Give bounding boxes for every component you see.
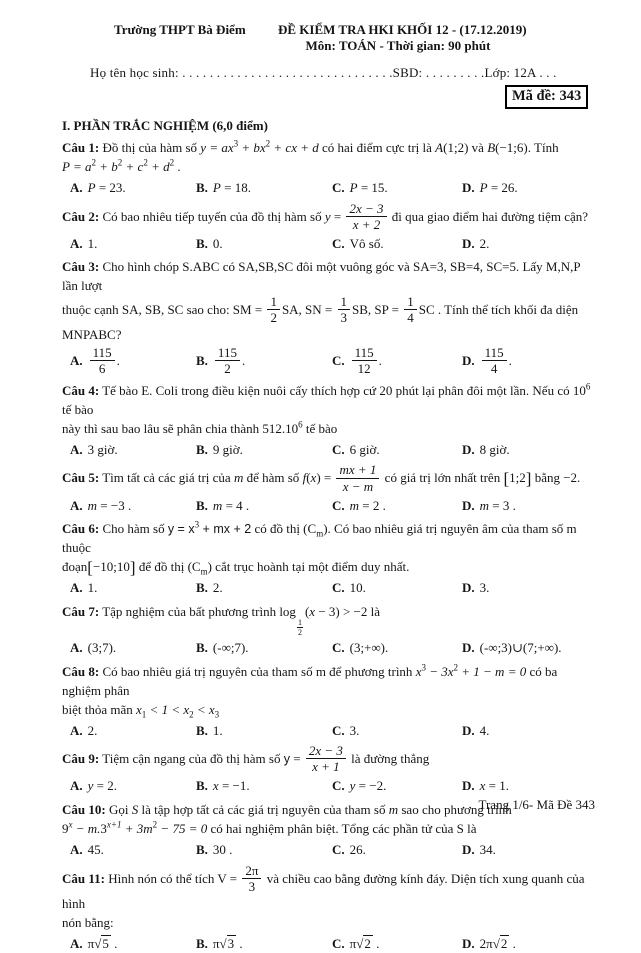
option-C: C. Vô số.	[332, 235, 384, 251]
exam-code-box	[505, 85, 588, 109]
option-C: C. $\frac{115}{12}$ .	[332, 345, 382, 377]
option-D: D. 4.	[462, 722, 490, 738]
option-A: A. y = 2.	[70, 778, 118, 794]
fraction: $\frac{mx + 1}{x - m}$	[336, 463, 379, 493]
option-A: A. (3;7).	[70, 640, 117, 656]
question-11: Câu 11: Hình nón có thể tích V = $\frac{2\pi}{3}$ và chiều cao bằng đường kính đáy. Diện tích xung quanh của hình nón bằng:	[62, 862, 585, 930]
answer-options	[62, 347, 597, 377]
question-3: Câu 3: Cho hình chóp S.ABC có SA,SB,SC đôi một vuông góc và SA=3, SB=4, SC=5. Lấy M,N,P lần lượt thuộc cạnh SA, SB, SC sao cho: SM = $\frac{1}{2}$ SA, SN = $\frac{1}{3}$ SB, SP = $\frac{1}{4}$ SC . Tính thể tích khối đa diện MNPABC?	[62, 259, 581, 343]
option-D: D. 8 giờ.	[462, 441, 510, 457]
option-D: D. m = 3 .	[462, 497, 516, 513]
option-C: C. 3.	[332, 722, 360, 738]
fraction: $\frac{2x - 3}{x + 2}$	[346, 202, 386, 232]
option-D: D. 34.	[462, 841, 496, 857]
log-base-fraction: $\frac{1}{2}$	[297, 617, 302, 637]
option-B: B. m = 4 .	[196, 497, 250, 513]
question-7: Câu 7: Tập nghiệm của bất phương trình log $\frac{1}{2}$ (x − 3) > −2 là	[62, 603, 381, 637]
option-A: A. P = 23.	[70, 179, 126, 195]
fraction: $\frac{1}{2}$	[267, 295, 280, 325]
page-footer: Trang 1/6- Mã Đề 343	[478, 797, 595, 812]
option-C: C. 6 giờ.	[332, 441, 380, 457]
exam-subject-line: Môn: TOÁN - Thời gian: 90 phút	[305, 38, 491, 53]
answer-options	[62, 777, 597, 796]
question-10: Câu 10: Gọi S là tập hợp tất cả các giá trị nguyên của tham số m sao cho phương trình $9^x - m.3^{x+1} + 3m^2 - 75 = 0$ có hai nghiệm phân biệt. Tổng các phần tử của S là	[62, 802, 512, 837]
option-D: D. P = 26.	[462, 179, 518, 195]
fraction: $\frac{115}{12}$	[352, 346, 377, 376]
question-list	[62, 139, 597, 953]
fraction: $\frac{2\pi}{3}$	[242, 864, 261, 894]
option-C: C. 10.	[332, 579, 366, 595]
option-B: B. 9 giờ.	[196, 441, 243, 457]
option-D: D. x = 1.	[462, 778, 510, 794]
radical: √2	[492, 935, 508, 951]
option-A: A. m = −3 .	[70, 497, 132, 513]
option-A: A. 1.	[70, 579, 98, 595]
school-name: Trường THPT Bà Điểm	[114, 22, 246, 37]
question-8: Câu 8: Có bao nhiêu giá trị nguyên của tham số m để phương trình $x^3 - 3x^2 + 1 - m = 0$ có ba nghiệm phân biệt thỏa mãn $x_1 < 1 < x_2 < x_3$	[62, 662, 558, 720]
option-D: D. (-∞;3)∪(7;+∞).	[462, 640, 562, 656]
bracket: ]	[129, 558, 136, 578]
exam-title: ĐỀ KIỂM TRA HKI KHỐI 12 - (17.12.2019)	[278, 22, 527, 37]
option-B: B. x = −1.	[196, 778, 250, 794]
answer-options	[62, 722, 597, 741]
option-A: A. 3 giờ.	[70, 441, 118, 457]
question-5: Câu 5: Tìm tất cả các giá trị của m để hàm số f(x) = $\frac{mx + 1}{x - m}$ có giá trị lớn nhất trên [1;2] bằng −2.	[62, 462, 581, 494]
option-D: D. 2.	[462, 235, 490, 251]
bracket: ]	[525, 469, 532, 489]
option-D: D. $\frac{115}{4}$ .	[462, 345, 512, 377]
option-B: B. 0.	[196, 235, 223, 251]
option-A: A. π√5 .	[70, 935, 118, 951]
answer-options	[62, 935, 597, 953]
answer-options	[62, 179, 597, 198]
question-2: Câu 2: Có bao nhiêu tiếp tuyến của đồ thị hàm số y = $\frac{2x - 3}{x + 2}$ đi qua giao điểm hai đường tiệm cận?	[62, 200, 589, 232]
option-D: D. 3.	[462, 579, 490, 595]
option-A: A. 1.	[70, 235, 98, 251]
option-B: B. π√3 .	[196, 935, 243, 951]
answer-options	[62, 235, 597, 254]
bracket: [	[503, 469, 510, 489]
option-A: A. 2.	[70, 722, 98, 738]
option-A: A. $\frac{115}{6}$ .	[70, 345, 120, 377]
section-title: I. PHẦN TRẮC NGHIỆM (6,0 điểm)	[62, 118, 268, 133]
option-A: A. 45.	[70, 841, 104, 857]
option-C: C. m = 2 .	[332, 497, 386, 513]
option-D: D. 2π√2 .	[462, 935, 516, 951]
answer-options	[62, 841, 597, 860]
radical: √3	[219, 935, 235, 951]
question-1: Câu 1: Đồ thị của hàm số $y = ax^3 + bx^2$ + cx + d có hai điểm cực trị là A(1;2) và B(−1;6). Tính $P = a^2 + b^2 + c^2 + d^2$ .	[62, 138, 559, 174]
answer-options	[62, 579, 597, 598]
exam-body	[0, 118, 641, 953]
exam-header	[0, 0, 641, 116]
answer-options	[62, 441, 597, 460]
option-B: B. P = 18.	[196, 179, 251, 195]
option-B: B. 2.	[196, 579, 223, 595]
fraction: $\frac{115}{4}$	[482, 346, 507, 376]
fraction: $\frac{115}{2}$	[215, 346, 240, 376]
option-B: B. 30 .	[196, 841, 233, 857]
option-C: C. 26.	[332, 841, 366, 857]
student-info-line: Họ tên học sinh: . . . . . . . . . . . . . . . . . . . . . . . . . . . . . . .SBD: . . . . . . . . .Lớp: 12A . . .	[90, 65, 557, 80]
exam-code: Mã đề: 343	[512, 88, 582, 104]
fraction: $\frac{1}{3}$	[338, 295, 351, 325]
option-C: C. (3;+∞).	[332, 640, 389, 656]
option-B: B. 1.	[196, 722, 223, 738]
option-C: C. P = 15.	[332, 179, 388, 195]
question-9: Câu 9: Tiệm cận ngang của đồ thị hàm số y = $\frac{2x - 3}{x + 1}$ là đường thẳng	[62, 743, 430, 775]
answer-options	[62, 497, 597, 516]
fraction: $\frac{1}{4}$	[404, 295, 417, 325]
bracket: [	[87, 558, 93, 578]
question-6: Câu 6: Cho hàm số $y = x^3$ + mx + 2 có đồ thị $(C_m)$. Có bao nhiêu giá trị nguyên âm của tham số m thuộc đoạn[−10;10] để đồ thị $(C_m)$ cắt trục hoành tại một điểm duy nhất.	[62, 520, 577, 578]
answer-options	[62, 639, 597, 658]
exam-title-block	[278, 22, 527, 54]
radical: √5	[94, 935, 109, 951]
option-B: B. $\frac{115}{2}$ .	[196, 345, 246, 377]
question-4: Câu 4: Tế bào E. Coli trong điều kiện nuôi cấy thích hợp cứ 20 phút lại phân đôi một lần. Nếu có $10^6$ tế bào này thì sau bao lâu sẽ phân chia thành 512.10$^6$ tế bào	[62, 381, 591, 436]
option-C: C. y = −2.	[332, 778, 387, 794]
fraction: $\frac{2x - 3}{x + 1}$	[306, 744, 346, 774]
radical: √2	[356, 935, 371, 951]
option-C: C. π√2 .	[332, 935, 380, 951]
option-B: B. (-∞;7).	[196, 640, 249, 656]
fraction: $\frac{115}{6}$	[90, 346, 115, 376]
